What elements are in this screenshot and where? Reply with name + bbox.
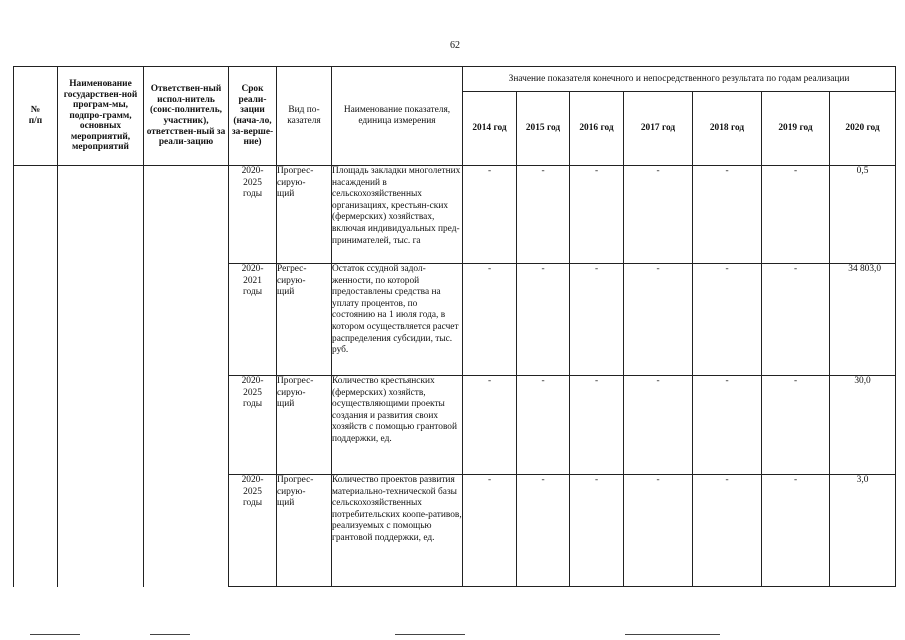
cell-value: - (463, 376, 517, 475)
cell-term: 2020- 2025 годы (229, 475, 277, 587)
cell-indicator: Площадь закладки многолетних насаждений в сельскохозяйственных организациях, крестьян-ских (фермерских) хозяйствах, включая индивидуальных пред-принимателей, тыс. га (332, 166, 463, 264)
page-bottom-edge (0, 634, 905, 640)
cell-value: - (762, 475, 830, 587)
cell-value: - (463, 475, 517, 587)
cell-value: - (762, 166, 830, 264)
cell-value: - (762, 376, 830, 475)
cell-kind: Регрес- сирую- щий (277, 264, 332, 376)
header-indicator: Наименование показателя, единица измерения (332, 67, 463, 166)
cell-value: - (762, 264, 830, 376)
cell-indicator: Количество крестьянских (фермерских) хозяйств, осуществляющими проекты создания и развития своих хозяйств с помощью грантовой поддержки, ед. (332, 376, 463, 475)
cell-indicator: Остаток ссудной задол-женности, по которой предоставлены средства на уплату процентов, по состоянию на 1 июля года, в котором осуществляется расчет распределения субсидии, тыс. руб. (332, 264, 463, 376)
cell-kind: Прогрес- сирую- щий (277, 376, 332, 475)
cell-term: 2020- 2025 годы (229, 376, 277, 475)
bottom-line (30, 634, 80, 635)
cell-indicator: Количество проектов развития материально-технической базы сельскохозяйственных потребительских коопе-ративов, реализуемых с помощью грантовой поддержки, ед. (332, 475, 463, 587)
cell-value: - (624, 166, 693, 264)
header-year: 2015 год (517, 92, 570, 166)
cell-executor (144, 166, 229, 587)
cell-term: 2020- 2021 годы (229, 264, 277, 376)
cell-value: - (693, 376, 762, 475)
header-executor: Ответствен-ный испол-нитель (соис-полнитель, участник), ответствен-ный за реали-зацию (144, 67, 229, 166)
cell-program (58, 166, 144, 587)
header-term: Срок реали-зации (нача-ло, за-верше-ние) (229, 67, 277, 166)
cell-num (14, 166, 58, 587)
header-program: Наименование государствен-ной програм-мы, подпро-грамм, основных мероприятий, мероприятий (58, 67, 144, 166)
cell-value: 30,0 (830, 376, 896, 475)
cell-kind: Прогрес- сирую- щий (277, 166, 332, 264)
cell-term: 2020- 2025 годы (229, 166, 277, 264)
cell-value: - (570, 264, 624, 376)
page-number: 62 (450, 40, 460, 51)
cell-value: - (517, 475, 570, 587)
cell-value: - (570, 166, 624, 264)
cell-value: - (517, 376, 570, 475)
cell-value: - (624, 264, 693, 376)
cell-value: 34 803,0 (830, 264, 896, 376)
header-row-1 (14, 67, 896, 92)
header-kind: Вид по-казателя (277, 67, 332, 166)
cell-value: - (570, 376, 624, 475)
header-year: 2014 год (463, 92, 517, 166)
header-num: № п/п (14, 67, 58, 166)
header-year: 2016 год (570, 92, 624, 166)
cell-value: 0,5 (830, 166, 896, 264)
cell-value: - (517, 264, 570, 376)
cell-value: - (693, 166, 762, 264)
header-values-group: Значение показателя конечного и непосредственного результата по годам реализации (463, 67, 896, 92)
cell-kind: Прогрес- сирую- щий (277, 475, 332, 587)
table-row (14, 166, 896, 264)
cell-value: - (463, 264, 517, 376)
bottom-line (150, 634, 190, 635)
header-year: 2018 год (693, 92, 762, 166)
cell-value: - (693, 264, 762, 376)
bottom-line (395, 634, 465, 635)
cell-value: - (517, 166, 570, 264)
cell-value: - (463, 166, 517, 264)
bottom-line (625, 634, 720, 635)
indicators-table (13, 66, 896, 587)
cell-value: - (693, 475, 762, 587)
header-year: 2017 год (624, 92, 693, 166)
cell-value: - (624, 475, 693, 587)
header-year: 2019 год (762, 92, 830, 166)
cell-value: - (570, 475, 624, 587)
header-year: 2020 год (830, 92, 896, 166)
cell-value: 3,0 (830, 475, 896, 587)
cell-value: - (624, 376, 693, 475)
